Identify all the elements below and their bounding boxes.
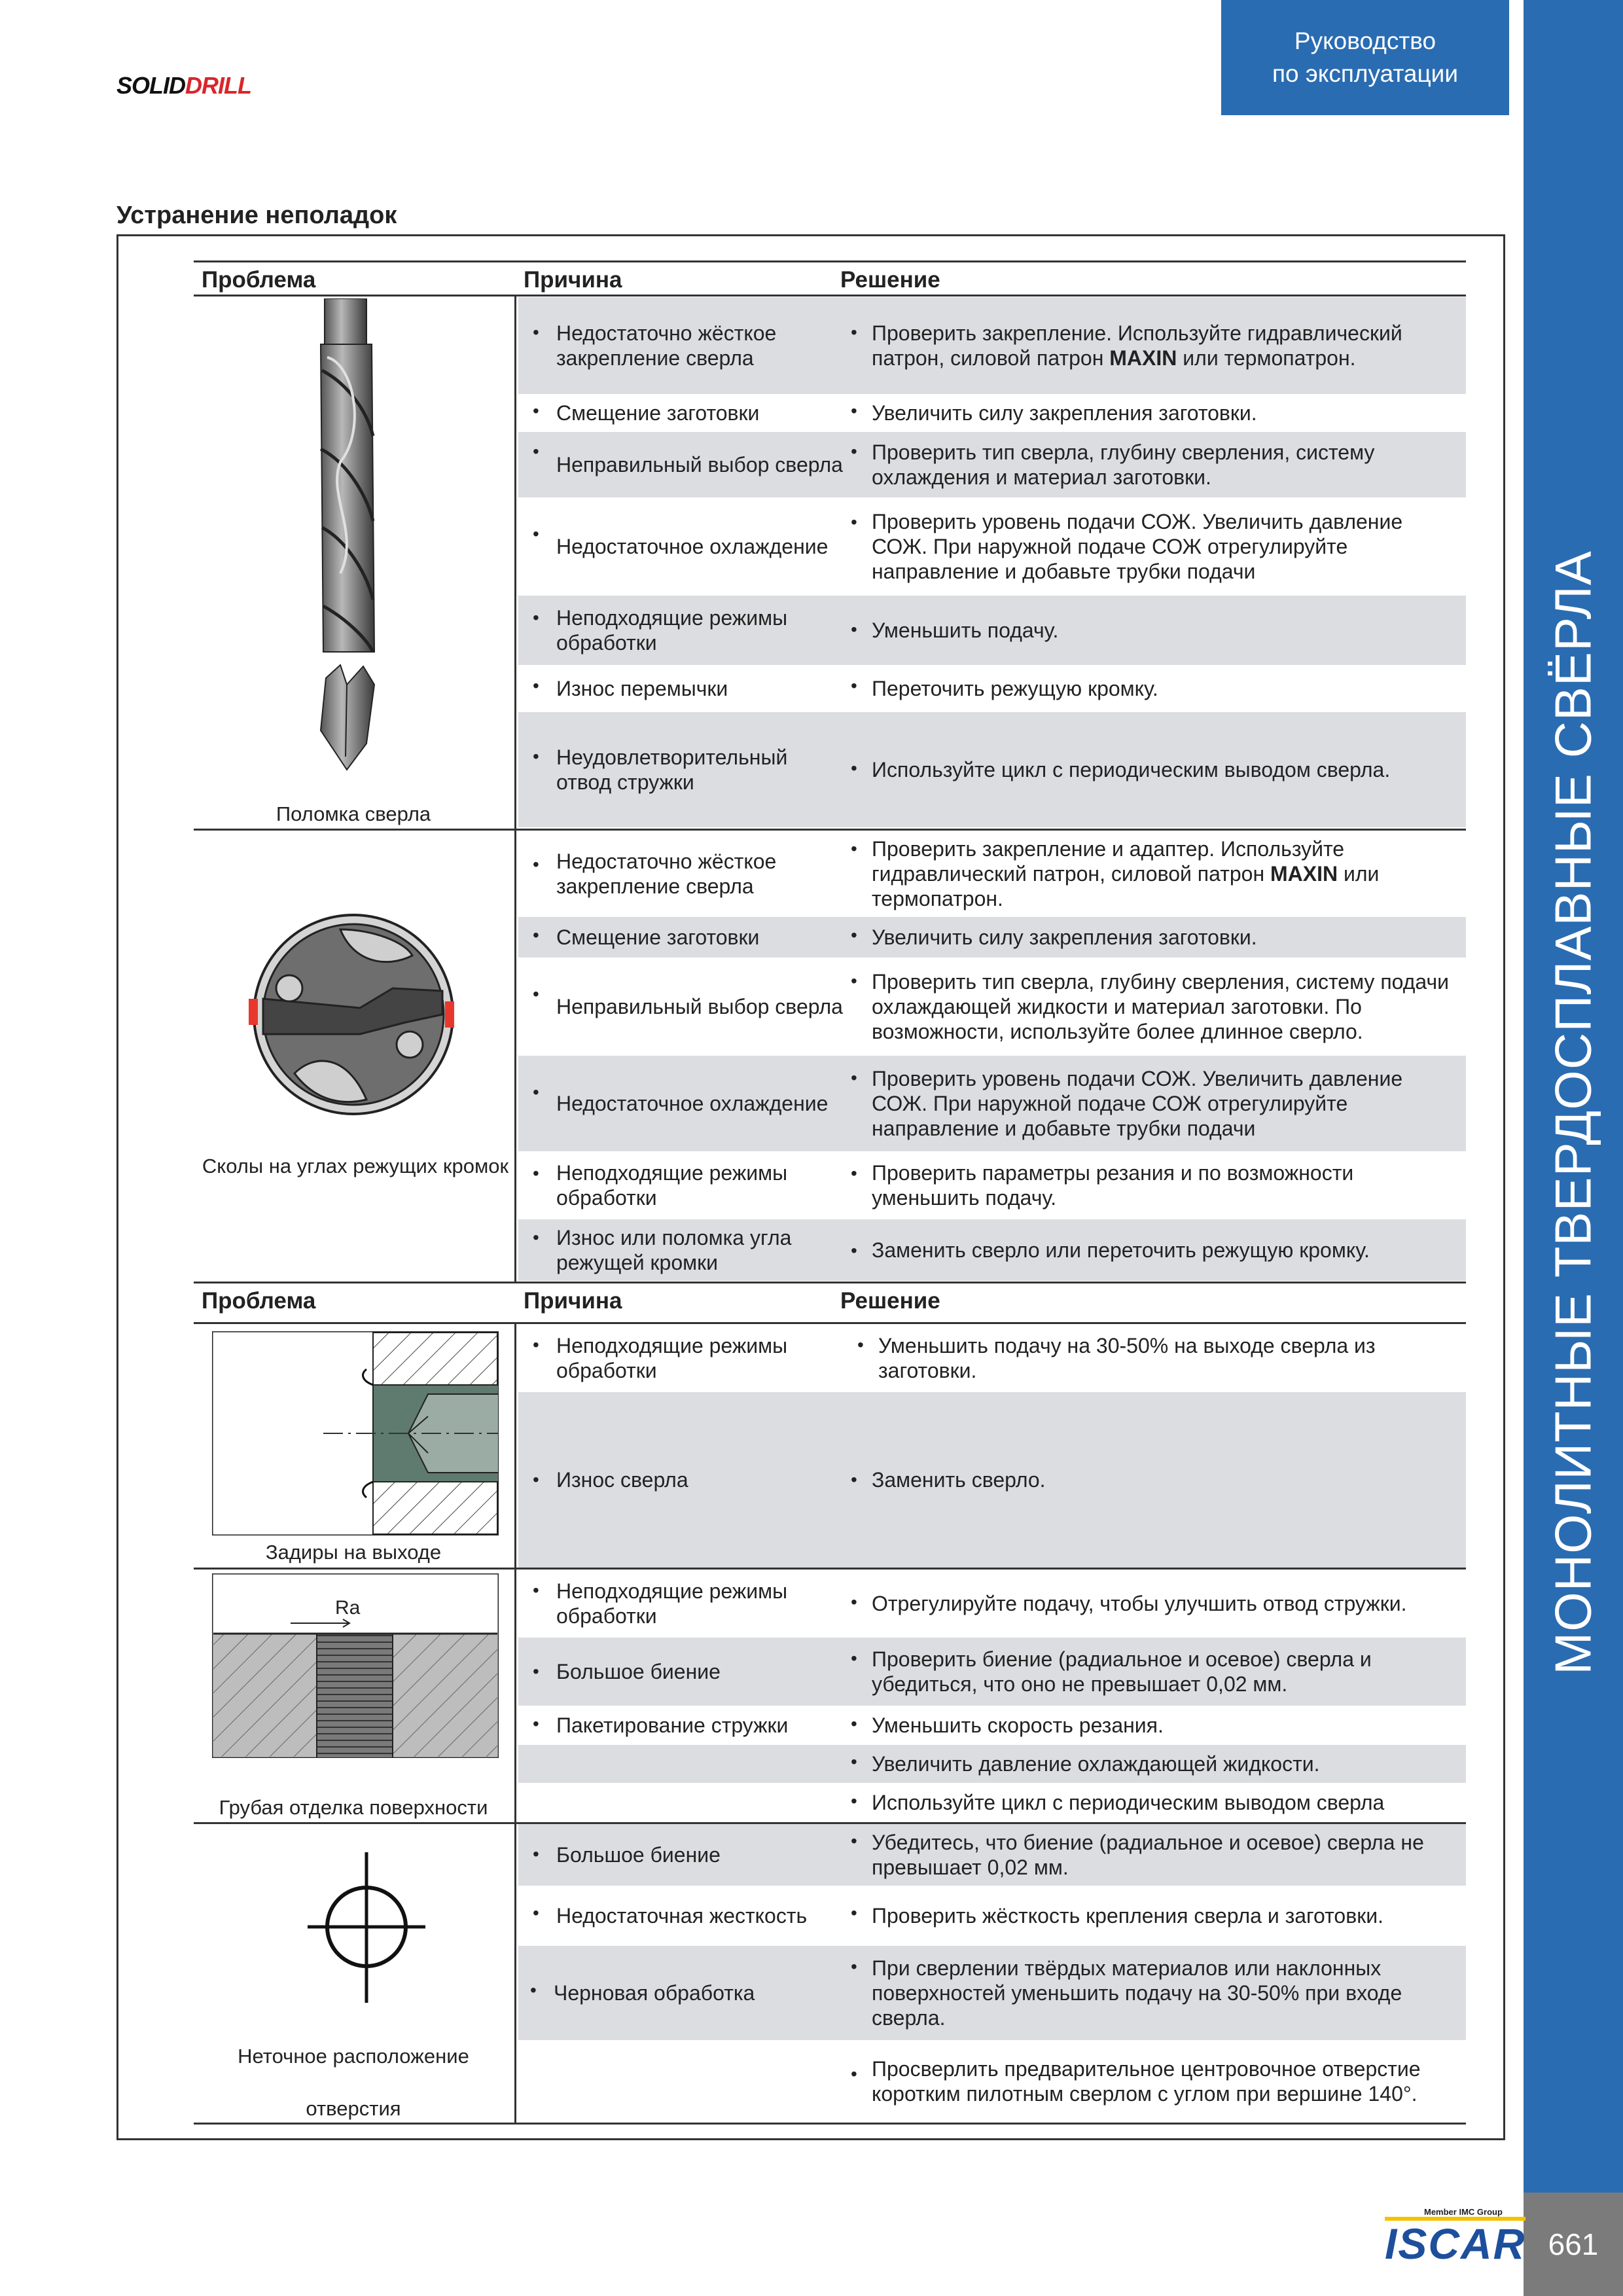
table-row: • Большое биение • Убедитесь, что биение (радиальное и осевое) сверла не превышает 0,02 мм. (518, 1824, 1466, 1886)
table-row: • Пакетирование стружки • Уменьшить скорость резания. (533, 1713, 1164, 1737)
drill-cross-section-illustration (242, 910, 465, 1119)
col-problem: Проблема (202, 267, 316, 293)
problem-drill-breakage: Поломка сверла (276, 802, 431, 825)
page-number: 661 (1524, 2193, 1623, 2296)
col-solution-2: Решение (840, 1288, 940, 1314)
table-row: • Неудовлетворительный отвод стружки • Используйте цикл с периодическим выводом сверла. (518, 712, 1466, 827)
manual-badge: Руководство по эксплуатации (1221, 0, 1509, 115)
problem-exit-burrs: Задиры на выходе (265, 1541, 442, 1564)
table-row: • Просверлить предварительное центровочное отверстие коротким пилотным сверлом с углом при вершине 140°. (851, 2057, 1421, 2106)
table-row: • Используйте цикл с периодическим выводом сверла (851, 1791, 1385, 1814)
col-cause: Причина (524, 267, 622, 293)
table-row: • Износ сверла • Заменить сверло. (518, 1392, 1466, 1568)
table-row: • Неподходящие режимы обработки • Уменьшить подачу. (518, 596, 1466, 665)
table-row: • Черновая обработка • При сверлении твёрдых материалов или наклонных поверхностей уменьшить подачу на 30-50% при входе сверла. (518, 1946, 1466, 2040)
table-row: • Смещение заготовки • Увеличить силу закрепления заготовки. (518, 917, 1466, 958)
problem-corner-chipping: Сколы на углах режущих кромок (202, 1155, 509, 1177)
table-row: • Недостаточное охлаждение • Проверить уровень подачи СОЖ. Увеличить давление СОЖ. При наружной подаче СОЖ отрегулируйте направление и добавьте трубки подачи (518, 1056, 1466, 1151)
col-solution: Решение (840, 267, 940, 293)
table-row: • Неправильный выбор сверла • Проверить тип сверла, глубину сверления, систему охлаждения и материал заготовки. (518, 432, 1466, 497)
col-cause-2: Причина (524, 1288, 622, 1314)
table-row: • Увеличить давление охлаждающей жидкости. (518, 1745, 1466, 1783)
table-row: • Недостаточно жёсткое закрепление сверла • Проверить закрепление. Используйте гидравлический патрон, силовой патрон MAXIN или термопатрон. (518, 297, 1466, 394)
problem-hole-position-line1: Неточное расположение (238, 2045, 469, 2068)
table-row: • Неправильный выбор сверла • Проверить тип сверла, глубину сверления, систему подачи охлаждающей жидкости и материал заготовки. По возможности, используйте более длинное сверло. (533, 970, 1450, 1043)
table-row: • Большое биение • Проверить биение (радиальное и осевое) сверла и убедиться, что оно не превышает 0,02 мм. (518, 1638, 1466, 1706)
col-problem-2: Проблема (202, 1288, 316, 1314)
exit-burr-illustration (212, 1331, 499, 1535)
table-row: • Смещение заготовки • Увеличить силу закрепления заготовки. (533, 401, 1257, 425)
hole-position-illustration (308, 1852, 432, 2003)
table-row: • Недостаточно жёсткое закрепление сверла • Проверить закрепление и адаптер. Используйте гидравлический патрон, силовой патрон MAXIN или термопатрон. (533, 837, 1380, 910)
section-title: Устранение неполадок (116, 202, 397, 229)
table-row: • Неподходящие режимы обработки • Уменьшить подачу на 30-50% на выходе сверла из заготовки. (533, 1334, 1376, 1382)
solid-drill-logo: SOLIDDRILL (116, 72, 251, 99)
table-row: • Неподходящие режимы обработки • Отрегулируйте подачу, чтобы улучшить отвод стружки. (533, 1579, 1407, 1628)
broken-drill-illustration (301, 298, 399, 802)
side-title: МОНОЛИТНЫЕ ТВЕРДОСПЛАВНЫЕ СВЁРЛА (1544, 550, 1602, 1675)
rough-surface-illustration (212, 1573, 499, 1758)
ra-label: Ra (335, 1597, 361, 1619)
table-row: • Неподходящие режимы обработки • Проверить параметры резания и по возможности уменьшить подачу. (533, 1161, 1354, 1210)
table-row: • Недостаточное охлаждение • Проверить уровень подачи СОЖ. Увеличить давление СОЖ. При наружной подаче СОЖ отрегулируйте направление и добавьте трубки подачи (533, 510, 1403, 583)
problem-hole-position-line2: отверстия (306, 2097, 401, 2120)
problem-rough-finish: Грубая отделка поверхности (219, 1796, 488, 1819)
table-row: • Недостаточная жесткость • Проверить жёсткость крепления сверла и заготовки. (533, 1903, 1383, 1928)
iscar-logo: Member IMC Group ISCAR (1385, 2207, 1526, 2268)
iscar-wordmark: ISCAR (1385, 2217, 1525, 2267)
table-row: • Износ перемычки • Переточить режущую кромку. (533, 675, 1158, 700)
table-row: • Износ или поломка угла режущей кромки • Заменить сверло или переточить режущую кромку. (518, 1219, 1466, 1281)
